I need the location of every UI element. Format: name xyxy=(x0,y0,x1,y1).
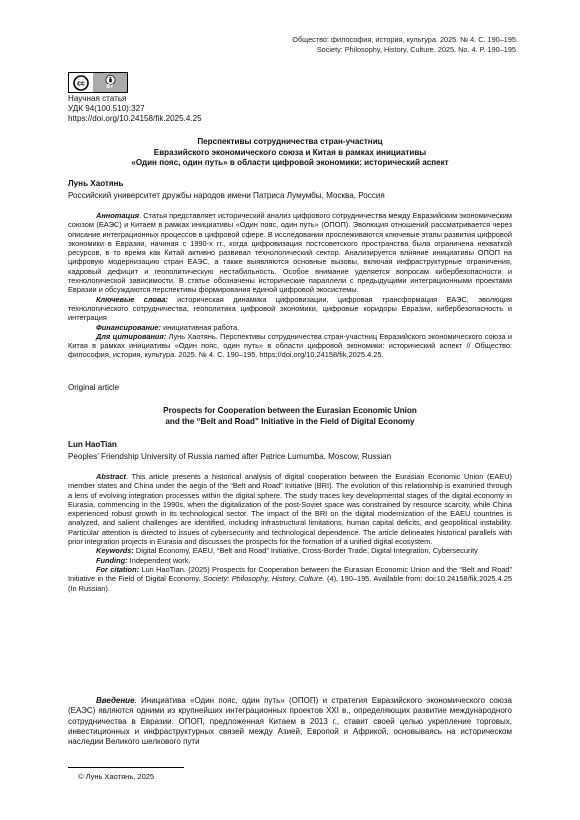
abstract-en-text: . This article presents a historical analysis of digital cooperation between the Eurasian Economic Union (EAEU) member states and China under the aegis of the “Belt and Road” Initiative (BRI). The evolution of this relationship is examined through a lens of evolving integration processes within the digital sphere. The study traces key developmental stages of the digital economy in Eurasia, commencing in the 1990s, when the digitalization of the post-Soviet space was constrained by resource scarcity, while China experienced robust growth in its technological sector. The impact of the BRI on the digital modernization of the EAEU countries is analyzed, and salient challenges are identified, including infrastructural limitations, human capital deficits, and geopolitical instability. Particular attention is directed to issues of cybersecurity and technological dependence. The article delineates historical parallels with prior integration projects in Eurasia and discusses the prospects for the formation of a unified digital ecosystem. xyxy=(68,472,512,547)
citation-en-journal: Society: Philosophy, History, Culture. xyxy=(203,574,325,584)
abstract-ru-label: Аннотация xyxy=(96,211,140,220)
citation-ru-text: Лунь Хаотянь. Перспективы сотрудничества стран-участниц Евразийского экономического союза и Китая в рамках инициативы «Один пояс, один путь» в области цифровой экономики: исторический аспект // Общество: философия, история, культура. 2025. № 4. С. 190–195. https://doi.org/10.24158/fik.2025.4.25. xyxy=(68,331,513,360)
doi-link[interactable]: https://doi.org/10.24158/fik.2025.4.25 xyxy=(68,114,202,124)
author-ru: Лунь Хаотянь xyxy=(68,179,124,188)
by-icon xyxy=(93,73,127,92)
funding-en-label: Funding: xyxy=(96,555,128,565)
affiliation-ru: Российский университет дружбы народов имени Патриса Лумумбы, Москва, Россия xyxy=(68,191,385,200)
running-header xyxy=(292,35,518,54)
by-label: BY xyxy=(106,84,114,90)
intro-label: Введение xyxy=(96,696,135,705)
cc-by-license-badge[interactable] xyxy=(68,72,128,93)
author-en: Lun HaoTian xyxy=(68,440,117,449)
abstract-ru-text: . Статья представляет исторический анализ цифрового сотрудничества между Евразийским экономическим союзом (ЕАЭС) и Китаем в рамках инициативы «Один пояс, один путь» (ОПОП). Эволюция отношений рассматривается через описание интеграционных процессов в цифровой сфере. В исследовании прослеживаются ключевые этапы развития цифровой экономики в Евразии, начиная с 1990-х гг., когда цифровизация постсоветского пространства была ограничена нехваткой ресурсов, в то время как Китай активно развивал технологический сектор. Анализируется влияние инициативы ОПОП на цифровую модернизацию стран ЕАЭС, а также выявляются основные вызовы, включая инфраструктурные ограничения, кадровый дефицит и геополитическую нестабильность. Особое внимание уделяется вопросам кибербезопасности и технологической зависимости. В статье обозначены исторические параллели с предыдущими интеграционными проектами Евразии и обсуждаются перспективы формирования единой цифровой экосистемы. xyxy=(68,211,512,295)
copyright-note: © Лунь Хаотянь, 2025 xyxy=(78,772,155,781)
footnote-divider xyxy=(68,767,184,768)
title-en-line-2: and the “Belt and Road” Initiative in the Field of Digital Economy xyxy=(165,416,415,426)
keywords-en-text: Digital Economy, EAEU, “Belt and Road” Initiative, Cross-Border Trade, Digital Integration, Cybersecurity xyxy=(133,546,478,556)
cc-icon-text: cc xyxy=(77,80,85,88)
citation-en-text-a: Lun HaoTian. (2025) Prospects for Cooperation between the Eurasian Economic Union and the “Belt and Road” Initiative in the Field of Digital Economy. xyxy=(68,564,512,584)
funding-ru-text: инициативная работа. xyxy=(161,322,240,332)
funding-en-text: Independent work. xyxy=(127,555,191,565)
title-ru xyxy=(68,137,512,169)
citation-en-text-b: (4), 190–195. Available from: doi:10.24158/fik.2025.4.25 (In Russian). xyxy=(68,574,512,593)
intro-text: . Инициатива «Один пояс, один путь» (ОПОП) и стратегия Евразийского экономического союза (ЕАЭС) являются одними из крупнейших интеграционных проектов XXI в., определяющих развитие международного сотрудничества в Евразии. ОПОП, предложенная Китаем в 2013 г., ставит своей целью укрепление торговых, инвестиционных и инфраструктурных связей между Азией, Европой и Африкой, основываясь на историческом наследии Великого шелкового пути xyxy=(68,696,512,747)
title-en xyxy=(68,406,512,427)
abstract-en-label: Abstract xyxy=(96,472,126,481)
article-type: Научная статья xyxy=(68,94,127,103)
citation-ru-label: Для цитирования: xyxy=(96,331,167,341)
udk-code: УДК 94(100.510):327 xyxy=(68,104,145,114)
title-ru-line-1: Перспективы сотрудничества стран-участниц xyxy=(197,137,383,146)
abstract-ru-block xyxy=(68,211,512,360)
keywords-en-label: Keywords: xyxy=(96,546,134,556)
article-kind-en: Original article xyxy=(68,383,120,392)
abstract-en-block xyxy=(68,472,512,593)
article-meta xyxy=(68,94,202,125)
header-line-en: Society: Philosophy, History, Culture. 2025. No. 4. P. 190–195. xyxy=(316,44,518,54)
title-en-line-1: Prospects for Cooperation between the Eurasian Economic Union xyxy=(163,406,417,415)
funding-ru-label: Финансирование: xyxy=(96,322,162,332)
body-text xyxy=(68,696,512,747)
cc-icon xyxy=(69,73,93,92)
keywords-ru-label: Ключевые слова: xyxy=(96,294,168,304)
affiliation-en: Peoples’ Friendship University of Russia named after Patrice Lumumba, Moscow, Russian xyxy=(68,452,392,461)
title-ru-line-3: «Один пояс, один путь» в области цифровой экономики: исторический аспект xyxy=(131,158,449,167)
title-ru-line-2: Евразийского экономического союза и Китая в рамках инициативы xyxy=(153,147,427,157)
citation-en-label: For citation: xyxy=(96,564,140,574)
header-line-ru: Общество: философия, история, культура. 2025. № 4. С. 190–195. xyxy=(292,35,518,44)
keywords-ru-text: историческая динамика цифровизации, цифровая трансформация ЕАЭС, эволюция технологического сотрудничества, геополитика цифровой экономики, цифровые коридоры Евразии, кибербезопасность и интеграция xyxy=(68,294,512,323)
